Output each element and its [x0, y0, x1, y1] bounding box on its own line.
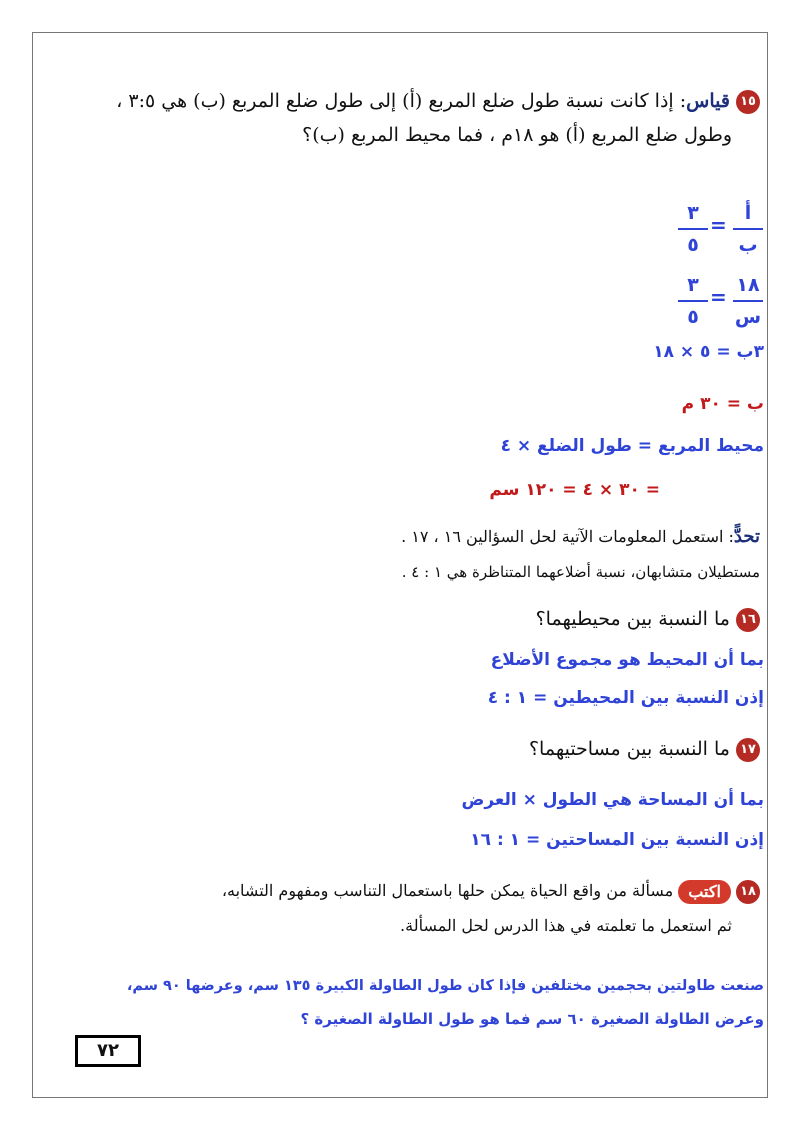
solution-step-5: محيط المربع = طول الضلع × ٤ — [500, 436, 764, 456]
challenge-label: تحدًّ — [733, 526, 760, 547]
question-15 — [40, 84, 760, 118]
challenge-info: مستطيلان متشابهان، نسبة أضلاعهما المتناظرة هي ١ : ٤ . — [401, 563, 760, 581]
fraction-denominator: ب — [738, 234, 758, 256]
challenge-heading — [401, 526, 760, 547]
question-text-line1: : إذا كانت نسبة طول ضلع المربع (أ) إلى طول ضلع المربع (ب) هي ٣:٥ ، — [116, 90, 687, 112]
question-number-badge: ١٧ — [736, 738, 760, 762]
fraction-numerator: ١٨ — [736, 274, 760, 296]
question-number-badge: ١٨ — [736, 880, 760, 904]
equals-sign: = — [710, 285, 727, 309]
answer-17-line1: بما أن المساحة هي الطول × العرض — [461, 790, 764, 810]
fraction-3-5 — [678, 200, 708, 258]
fraction-bar — [678, 228, 708, 230]
fraction-18-s — [733, 272, 763, 330]
answer-16-line1: بما أن المحيط هو مجموع الأضلاع — [490, 650, 764, 670]
fraction-bar — [678, 300, 708, 302]
question-text-line1: مسألة من واقع الحياة يمكن حلها باستعمال التناسب ومفهوم التشابه، — [221, 881, 674, 900]
answer-18-line2: وعرض الطاولة الصغيرة ٦٠ سم فما هو طول الطاولة الصغيرة ؟ — [300, 1010, 764, 1028]
equals-sign: = — [710, 213, 727, 237]
question-label: قياس — [686, 90, 730, 112]
fraction-denominator: ٥ — [687, 306, 699, 328]
answer-18-line1: صنعت طاولتين بحجمين مختلفين فإذا كان طول الطاولة الكبيرة ١٣٥ سم، وعرضها ٩٠ سم، — [126, 978, 764, 994]
answer-17-line2: إذن النسبة بين المساحتين = ١ : ١٦ — [470, 830, 764, 850]
question-18 — [40, 876, 760, 906]
fraction-denominator: ٥ — [687, 234, 699, 256]
question-number-badge: ١٥ — [736, 90, 760, 114]
fraction-bar — [733, 300, 763, 302]
solution-step-3: ٣ب = ٥ × ١٨ — [653, 342, 764, 362]
question-text: ما النسبة بين محيطيهما؟ — [535, 608, 730, 630]
fraction-denominator: س — [734, 306, 762, 328]
page-number: ٧٢ — [97, 1040, 119, 1061]
challenge-text: : استعمل المعلومات الآتية لحل السؤالين ١٦ ، ١٧ . — [401, 527, 734, 546]
fraction-numerator: ٣ — [687, 274, 699, 296]
question-17 — [529, 732, 760, 766]
write-tag: اكتب — [678, 880, 731, 904]
fraction-numerator: ٣ — [687, 202, 699, 224]
page-number-box — [75, 1035, 141, 1067]
fraction-3-5 — [678, 272, 708, 330]
question-number-badge: ١٦ — [736, 608, 760, 632]
fraction-bar — [733, 228, 763, 230]
answer-16-line2: إذن النسبة بين المحيطين = ١ : ٤ — [487, 688, 764, 708]
solution-step-4: ب = ٣٠ م — [681, 394, 764, 414]
fraction-a-b — [733, 200, 763, 258]
question-18-line2: ثم استعمل ما تعلمته في هذا الدرس لحل المسألة. — [400, 916, 732, 935]
solution-step-6: = ٣٠ × ٤ = ١٢٠ سم — [489, 480, 660, 500]
question-15-line2 — [42, 118, 732, 152]
question-16 — [536, 602, 760, 636]
fraction-numerator: أ — [744, 202, 752, 224]
question-text: ما النسبة بين مساحتيهما؟ — [528, 738, 730, 760]
question-text-line2: وطول ضلع المربع (أ) هو ١٨م ، فما محيط المربع (ب)؟ — [302, 124, 732, 146]
